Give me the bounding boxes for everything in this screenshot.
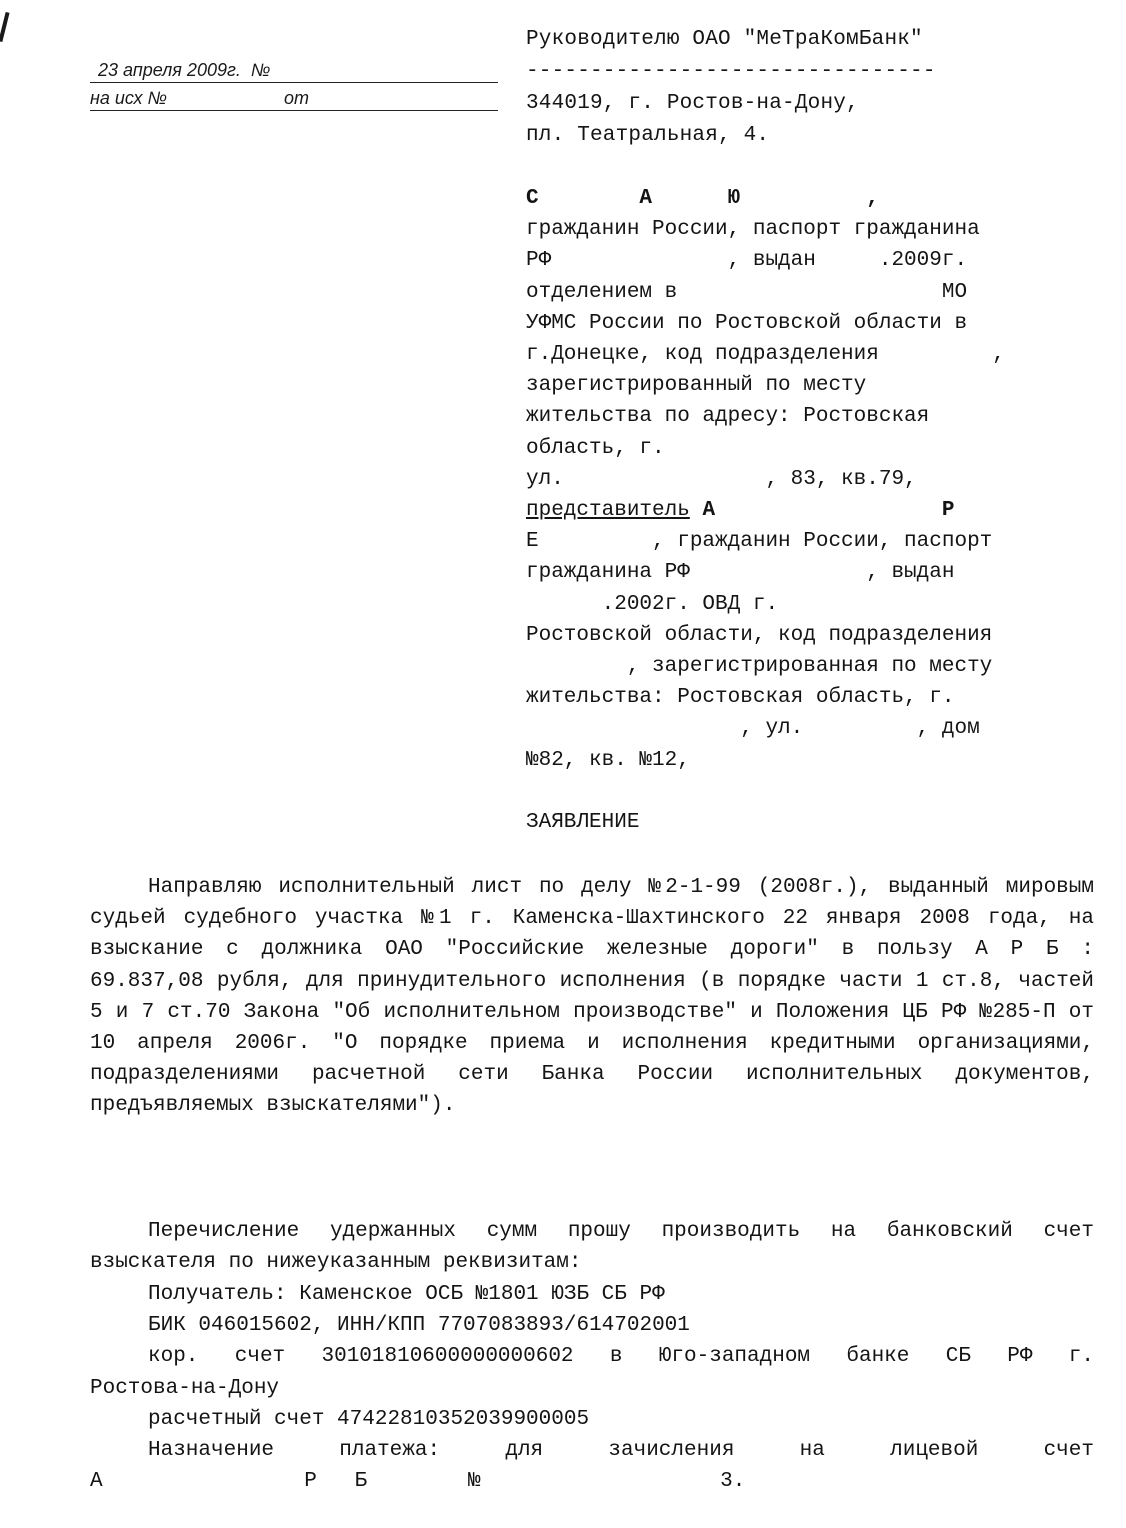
applicant-line: зарегистрированный по месту	[526, 374, 867, 398]
representative-detail-line: Ростовской области, код подразделения	[526, 623, 993, 647]
date-underline	[90, 82, 498, 83]
addressee-title: Руководителю ОАО "МеТраКомБанк"	[526, 28, 923, 51]
applicant-line: УФМС России по Ростовской области в	[526, 311, 968, 335]
requisite-corr-account-cont: Ростова-на-Дону	[90, 1376, 280, 1400]
addressee-separator: --------------------------------	[526, 60, 936, 83]
document-title: ЗАЯВЛЕНИЕ	[526, 811, 640, 834]
representative-detail-line: .2002г. ОВД г.	[526, 592, 779, 616]
applicant-name: С А Ю ,	[526, 187, 879, 210]
representative-detail-line: №82, кв. №12,	[526, 748, 690, 772]
applicant-line: гражданин России, паспорт гражданина	[526, 218, 980, 242]
ref-line-left: на исх №	[90, 88, 168, 108]
requisite-corr-account: кор. счет 30101810600000000602 в Юго-западном банке СБ РФ г.	[148, 1345, 1094, 1369]
applicant-line: жительства по адресу: Ростовская	[526, 405, 930, 429]
body-paragraph-2-text: Перечисление удержанных сумм прошу производить на банковский счет взыскателя по нижеуказанным реквизитам:	[90, 1220, 1094, 1275]
representative-detail-line: Е , гражданин России, паспорт	[526, 530, 993, 554]
date-line-text: 23 апреля 2009г. №	[98, 60, 271, 80]
representative-detail-line: , ул. , дом	[526, 717, 980, 741]
reference-field	[90, 88, 498, 112]
applicant-line: РФ , выдан .2009г.	[526, 249, 968, 273]
ref-line-right: от	[284, 88, 310, 108]
addressee-address-line1: 344019, г. Ростов-на-Дону,	[526, 92, 859, 115]
requisite-bik: БИК 046015602, ИНН/КПП 7707083893/614702001	[148, 1314, 690, 1338]
representative-detail-line: гражданина РФ , выдан	[526, 561, 955, 585]
representative-detail-line: , зарегистрированная по месту	[526, 655, 993, 679]
applicant-line: отделением в МО	[526, 280, 968, 304]
reference-underline	[90, 110, 498, 111]
requisites-block	[90, 1279, 1094, 1497]
body-paragraph-2	[90, 1216, 1094, 1278]
applicant-block	[526, 183, 1086, 776]
applicant-line: ул. , 83, кв.79,	[526, 467, 917, 491]
requisite-recipient: Получатель: Каменское ОСБ №1801 ЮЗБ СБ РФ	[148, 1283, 665, 1306]
body-paragraph-1	[90, 872, 1094, 1122]
applicant-line: г.Донецке, код подразделения ,	[526, 343, 1005, 367]
date-field	[90, 60, 498, 84]
requisite-settlement-account: расчетный счет 47422810352039900005	[148, 1407, 590, 1431]
applicant-line: область, г.	[526, 436, 665, 460]
representative-label: представитель	[526, 499, 690, 523]
addressee-address-line2: пл. Театральная, 4.	[526, 124, 770, 147]
scan-mark	[0, 12, 10, 42]
requisite-purpose-cont: А Р Б № 3.	[90, 1470, 746, 1494]
representative-name: А Р	[702, 499, 955, 523]
representative-detail-line: жительства: Ростовская область, г.	[526, 686, 955, 710]
requisite-purpose: Назначение платежа: для зачисления на лицевой счет	[148, 1438, 1094, 1462]
body-paragraph-1-text: Направляю исполнительный лист по делу №2-1-99 (2008г.), выданный мировым судьей судебного участка №1 г. Каменска-Шахтинского 22 января 2008 года, на взыскание с должника ОАО "Российские железные дороги" в пользу А Р Б : 69.837,08 рубля, для принудительного исполнения (в порядке части 1 ст.8, частей 5 и 7 ст.70 Закона "Об исполнительном производстве" и Положения ЦБ РФ №285-П от 10 апреля 2006г. "О порядке приема и исполнения кредитными организациями, подразделениями расчетной сети Банка России исполнительных документов, предъявляемых взыскателями").	[90, 876, 1094, 1118]
representative-line	[526, 495, 1086, 526]
